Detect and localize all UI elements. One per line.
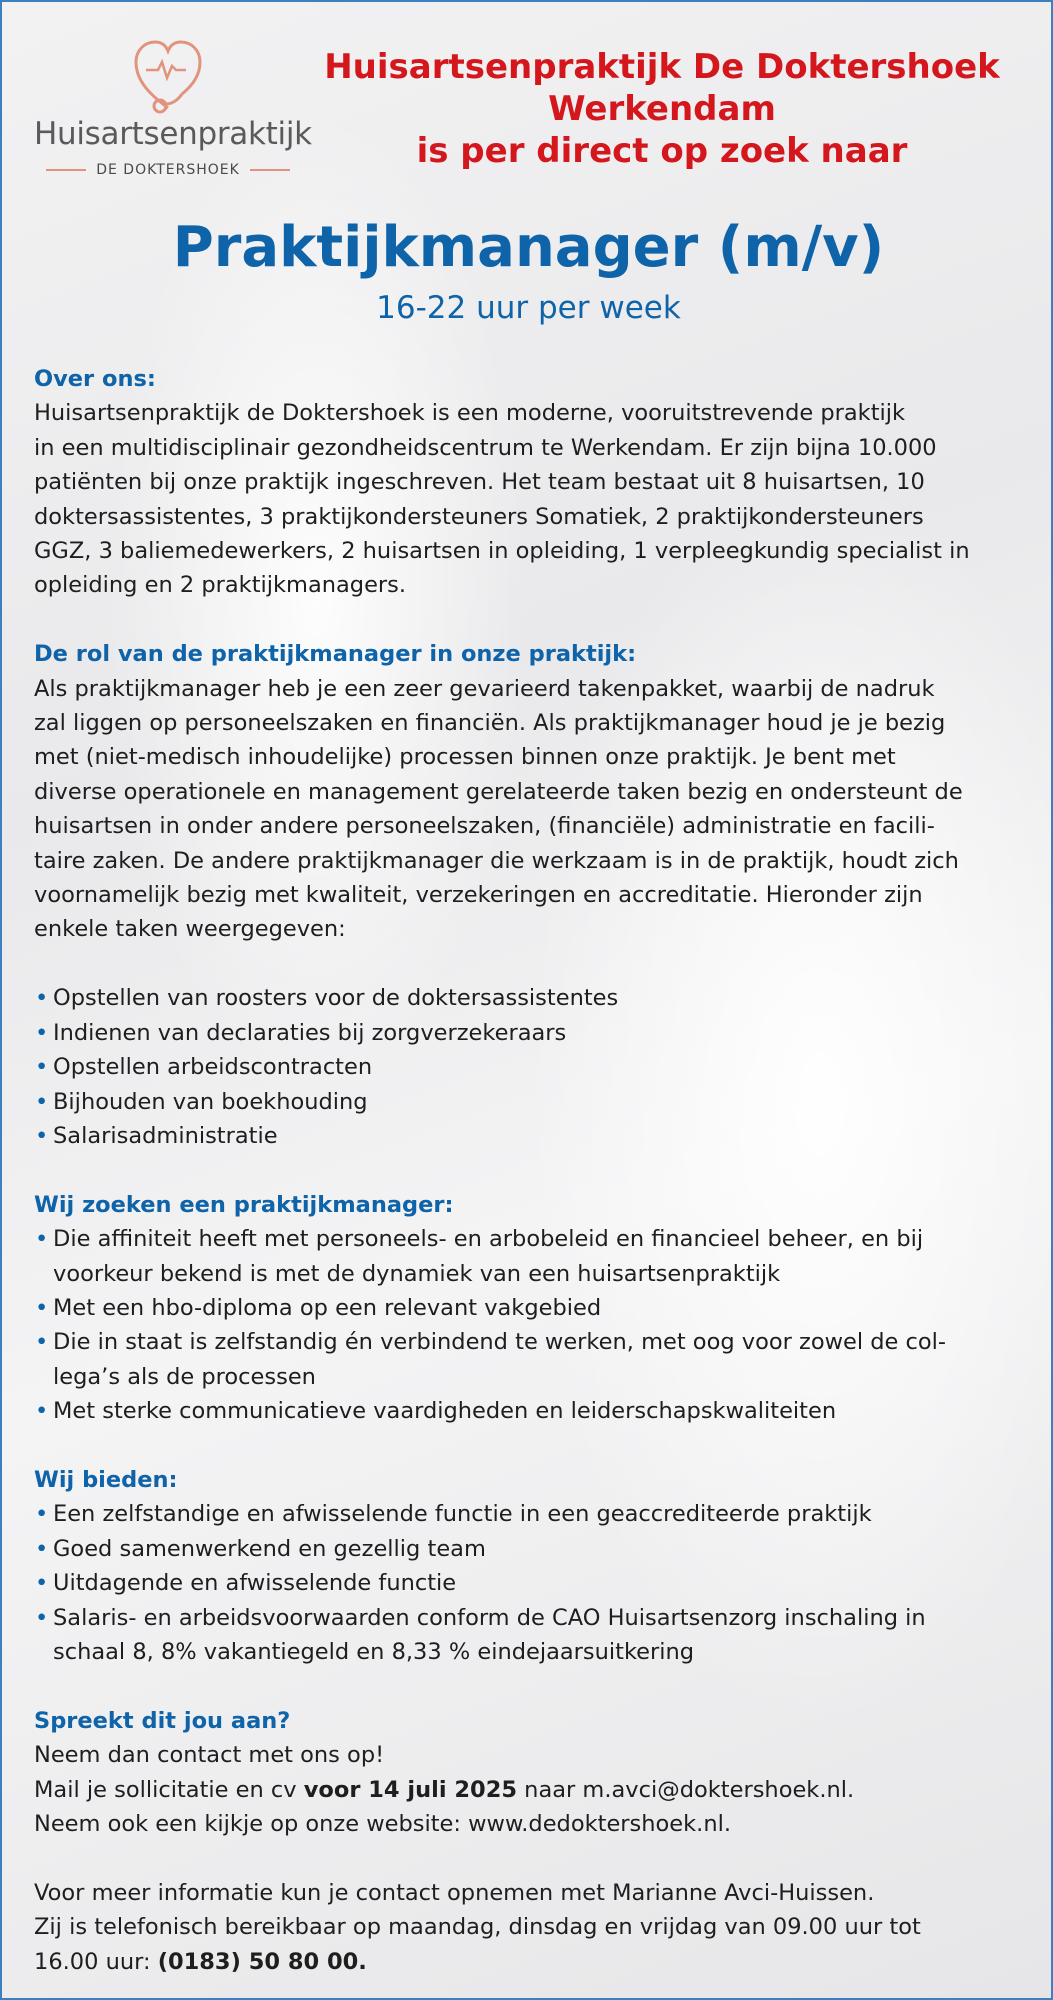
heart-stethoscope-icon <box>132 38 204 116</box>
list-item-line: voorkeur bekend is met de dynamiek van een huisartsenpraktijk <box>53 1260 781 1287</box>
info-hours: 16.00 uur: <box>34 1948 158 1975</box>
list-item-line: • Salaris- en arbeidsvoorwaarden conform de CAO Huisartsenzorg inschaling in <box>53 1604 926 1631</box>
header-line-2: Werkendam <box>548 89 776 129</box>
info-phone-line <box>34 1945 1024 1979</box>
section-heading-wij-zoeken: Wij zoeken een praktijkmanager: <box>34 1191 454 1218</box>
section-heading-over-ons: Over ons: <box>34 366 156 392</box>
list-item-line: • Met een hbo-diploma op een relevant vakgebied <box>53 1294 602 1321</box>
list-item-line: • Met sterke communicatieve vaardigheden en leiderschapskwaliteiten <box>53 1398 837 1425</box>
task-list <box>34 981 1024 1153</box>
offer-list <box>34 1497 1024 1669</box>
list-item: • Opstellen van roosters voor de doktersassistentes <box>34 981 1024 1015</box>
list-item <box>34 1222 1024 1291</box>
list-item-line: • Die affiniteit heeft met personeels- en arbobeleid en financieel beheer, en bij <box>53 1226 924 1253</box>
logo-divider-left <box>46 169 86 171</box>
list-item-line: • Een zelfstandige en afwisselende functie in een geaccrediteerde praktijk <box>53 1501 872 1528</box>
list-item-line: • Die in staat is zelfstandig én verbindend te werken, met oog voor zowel de col- <box>53 1329 947 1356</box>
over-line: patiënten bij onze praktijk ingeschreven. Het team bestaat uit 8 huisartsen, 10 <box>34 469 925 496</box>
list-item-line: • Uitdagende en afwisselende functie <box>53 1570 457 1597</box>
logo-subtitle-text: DE DOKTERSHOEK <box>96 162 240 178</box>
list-item <box>34 1394 1024 1428</box>
list-item-line: • Goed samenwerkend en gezellig team <box>53 1535 486 1562</box>
rol-line: taire zaken. De andere praktijkmanager die werkzaam is in de praktijk, houdt zich <box>34 847 959 874</box>
practice-logo <box>32 38 312 188</box>
phone-number: (0183) 50 80 00. <box>157 1948 367 1975</box>
header-heading <box>312 46 1012 172</box>
list-item: • Salarisadministratie <box>34 1119 1024 1153</box>
contact-mail-address: naar m.avci@doktershoek.nl. <box>517 1776 855 1803</box>
logo-subtitle <box>46 162 290 178</box>
list-item-line: lega’s als de processen <box>53 1363 316 1390</box>
list-item <box>34 1325 1024 1394</box>
job-title: Praktijkmanager (m/v) <box>172 215 885 280</box>
rol-line: Als praktijkmanager heb je een zeer gevarieerd takenpakket, waarbij de nadruk <box>34 675 935 702</box>
website-line: Neem ook een kijkje op onze website: www.dedoktershoek.nl. <box>34 1810 731 1837</box>
logo-name: Huisartsenpraktijk <box>34 116 312 152</box>
rol-line: voornamelijk bezig met kwaliteit, verzekeringen en accreditatie. Hieronder zijn <box>34 882 923 909</box>
list-item <box>34 1497 1024 1531</box>
rol-line: enkele taken weergegeven: <box>34 916 346 943</box>
list-item-line: schaal 8, 8% vakantiegeld en 8,33 % eindejaarsuitkering <box>53 1638 695 1665</box>
list-item: • Opstellen arbeidscontracten <box>34 1050 1024 1084</box>
rol-line: zal liggen op personeelszaken en financiën. Als praktijkmanager houd je je bezig <box>34 710 946 737</box>
over-line: opleiding en 2 praktijkmanagers. <box>34 572 407 599</box>
contact-mail-prefix: Mail je sollicitatie en cv <box>34 1776 304 1803</box>
over-line: GGZ, 3 baliemedewerkers, 2 huisartsen in opleiding, 1 verpleegkundig specialist in <box>34 538 970 565</box>
contact-mail-line <box>34 1773 1024 1807</box>
list-item: • Bijhouden van boekhouding <box>34 1085 1024 1119</box>
list-item: • Indienen van declaraties bij zorgverzekeraars <box>34 1016 1024 1050</box>
section-heading-rol: De rol van de praktijkmanager in onze praktijk: <box>34 641 637 668</box>
rol-line: met (niet-medisch inhoudelijke) processen binnen onze praktijk. Je bent met <box>34 744 896 771</box>
contact-line: Neem dan contact met ons op! <box>34 1742 385 1769</box>
list-item <box>34 1291 1024 1325</box>
info-line: Zij is telefonisch bereikbaar op maandag, dinsdag en vrijdag van 09.00 uur tot <box>34 1914 921 1941</box>
header-line-3: is per direct op zoek naar <box>416 131 908 171</box>
requirements-list <box>34 1222 1024 1428</box>
over-line: Huisartsenpraktijk de Doktershoek is een moderne, vooruitstrevende praktijk <box>34 400 906 427</box>
list-item <box>34 1601 1024 1670</box>
list-item <box>34 1532 1024 1566</box>
vacancy-body <box>34 362 1024 1979</box>
header-line-1: Huisartsenpraktijk De Doktershoek <box>324 47 1000 87</box>
over-line: in een multidisciplinair gezondheidscentrum te Werkendam. Er zijn bijna 10.000 <box>34 434 937 461</box>
rol-text <box>34 672 1024 947</box>
over-ons-text <box>34 396 1024 602</box>
job-hours: 16-22 uur per week <box>376 290 681 326</box>
section-heading-spreekt: Spreekt dit jou aan? <box>34 1707 291 1734</box>
rol-line: diverse operationele en management gerelateerde taken bezig en ondersteunt de <box>34 778 963 805</box>
application-deadline: voor 14 juli 2025 <box>303 1776 518 1803</box>
info-line: Voor meer informatie kun je contact opnemen met Marianne Avci-Huissen. <box>34 1879 875 1906</box>
list-item <box>34 1566 1024 1600</box>
rol-line: huisartsen in onder andere personeelszaken, (financiële) administratie en facili- <box>34 813 935 840</box>
over-line: doktersassistentes, 3 praktijkondersteuners Somatiek, 2 praktijkondersteuners <box>34 503 924 530</box>
section-heading-wij-bieden: Wij bieden: <box>34 1466 178 1493</box>
logo-divider-right <box>250 169 290 171</box>
